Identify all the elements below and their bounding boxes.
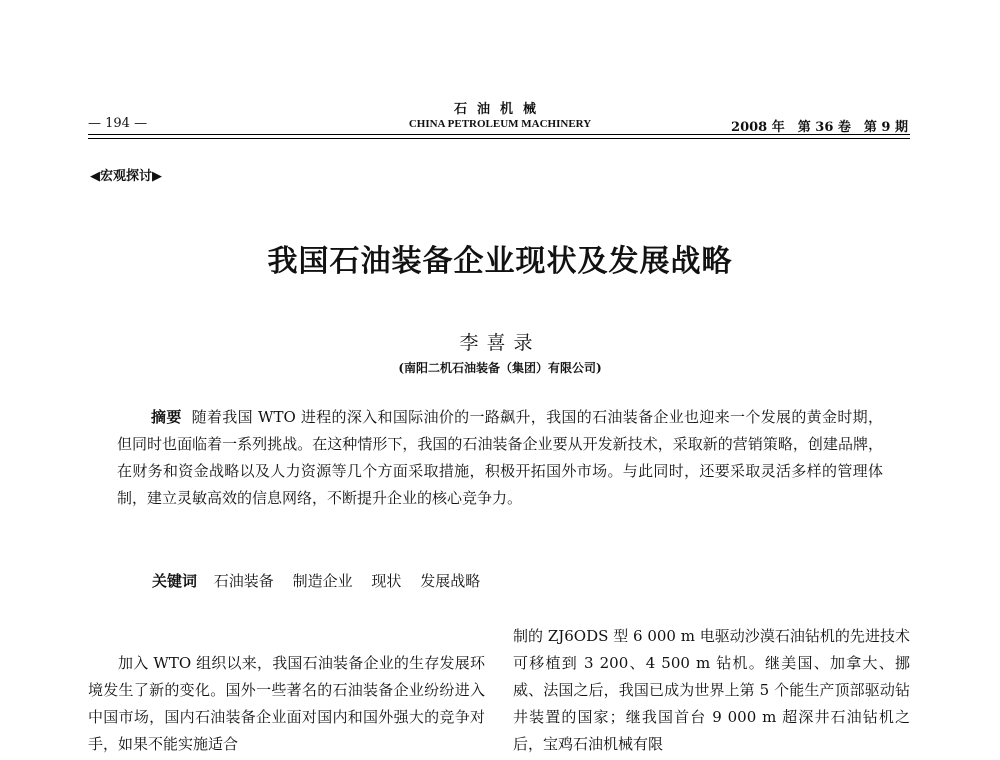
author-affiliation: (南阳二机石油装备（集团）有限公司) xyxy=(398,361,602,375)
issue-info: 2008 年 第 36 卷 第 9 期 xyxy=(731,120,908,135)
keywords-label: 关键词 xyxy=(152,572,198,590)
keyword: 制造企业 xyxy=(292,572,353,590)
abstract xyxy=(117,404,883,512)
body-left-column: 加入 WTO 组织以来，我国石油装备企业的生存发展环境发生了新的变化。国外一些著名的石油装备企业纷纷进入中国市场，国内石油装备企业面对国内和国外强大的竞争对手，如果不能实施适合 xyxy=(88,654,485,753)
author-name: 李喜录 xyxy=(459,332,541,354)
journal-name-cn: 石油机械 xyxy=(453,102,546,117)
keyword: 石油装备 xyxy=(213,572,274,590)
journal-name-en: CHINA PETROLEUM MACHINERY xyxy=(408,118,592,130)
keyword: 现状 xyxy=(371,572,402,590)
header-rule-thin xyxy=(88,138,910,139)
keywords xyxy=(152,570,494,591)
column-tag: ◀宏观探讨▶ xyxy=(90,169,162,184)
header-rule-thick xyxy=(88,134,910,135)
page-number: — 194 — xyxy=(88,116,148,131)
abstract-label: 摘要 xyxy=(151,408,182,426)
keyword: 发展战略 xyxy=(420,572,481,590)
abstract-text: 随着我国 WTO 进程的深入和国际油价的一路飙升，我国的石油装备企业也迎来一个发展的黄金时期，但同时也面临着一系列挑战。在这种情形下，我国的石油装备企业要从开发新技术，采取新的营销策略，创建品牌，在财务和资金战略以及人力资源等几个方面采取措施，积极开拓国外市场。与此同时，还要采取灵活多样的管理体制，建立灵敏高效的信息网络，不断提升企业的核心竞争力。 xyxy=(117,408,883,507)
body-right-column: 制的 ZJ6ODS 型 6 000 m 电驱动沙漠石油钻机的先进技术可移植到 3 200、4 500 m 钻机。继美国、加拿大、挪威、法国之后，我国已成为世界上第 5 个能生产顶部驱动钻井装置的国家；继我国首台 9 000 m 超深井石油钻机之后，宝鸡石油机械有限 xyxy=(513,627,910,753)
article-title: 我国石油装备企业现状及发展战略 xyxy=(267,244,733,279)
